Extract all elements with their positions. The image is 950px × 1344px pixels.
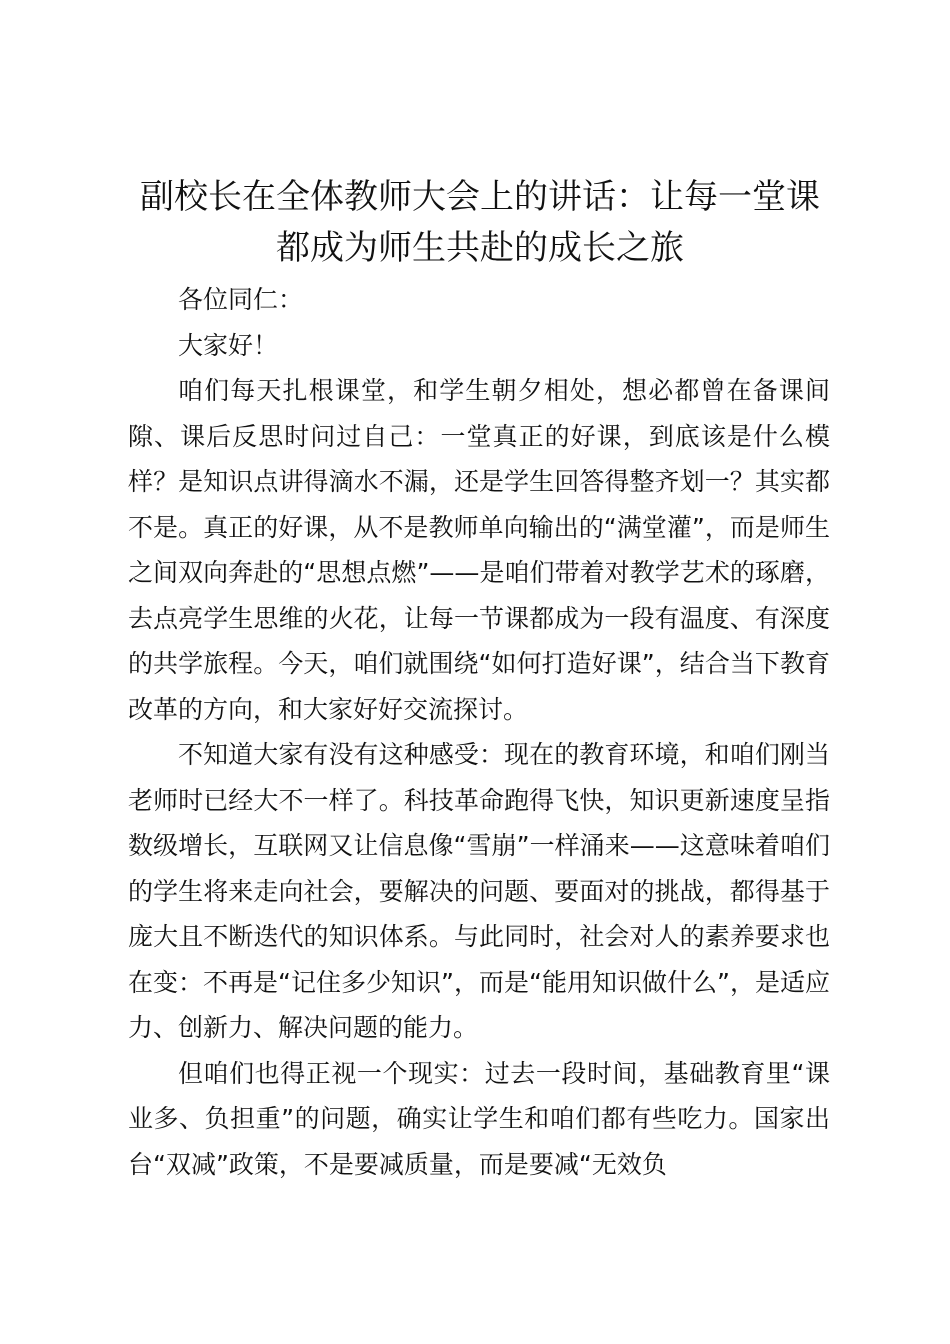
document-title bbox=[120, 172, 840, 274]
title-line-1: 副校长在全体教师大会上的讲话：让每一堂课 bbox=[140, 177, 820, 217]
salutation: 各位同仁： bbox=[178, 285, 304, 314]
title-line-2: 都成为师生共赴的成长之旅 bbox=[276, 228, 684, 268]
body-paragraph-1: 咱们每天扎根课堂，和学生朝夕相处，想必都曾在备课间隙、课后反思时问过自己：一堂真正的好课，到底该是什么模样？是知识点讲得滴水不漏，还是学生回答得整齐划一？其实都不是。真正的好课，从不是教师单向输出的“满堂灌”，而是师生之间双向奔赴的“思想点燃”——是咱们带着对教学艺术的琢磨，去点亮学生思维的火花，让每一节课都成为一段有温度、有深度的共学旅程。今天，咱们就围绕“如何打造好课”，结合当下教育改革的方向，和大家好好交流探讨。 bbox=[128, 376, 830, 724]
body-paragraph-3: 但咱们也得正视一个现实：过去一段时间，基础教育里“课业多、负担重”的问题，确实让学生和咱们都有些吃力。国家出台“双减”政策，不是要减质量，而是要减“无效负 bbox=[128, 1058, 830, 1179]
greeting: 大家好！ bbox=[178, 330, 279, 360]
document-body bbox=[128, 277, 830, 1187]
body-paragraph-2: 不知道大家有没有这种感受：现在的教育环境，和咱们刚当老师时已经大不一样了。科技革命跑得飞快，知识更新速度呈指数级增长，互联网又让信息像“雪崩”一样涌来——这意味着咱们的学生将来走向社会，要解决的问题、要面对的挑战，都得基于庞大且不断迭代的知识体系。与此同时，社会对人的素养要求也在变：不再是“记住多少知识”，而是“能用知识做什么”，是适应力、创新力、解决问题的能力。 bbox=[128, 740, 830, 1042]
